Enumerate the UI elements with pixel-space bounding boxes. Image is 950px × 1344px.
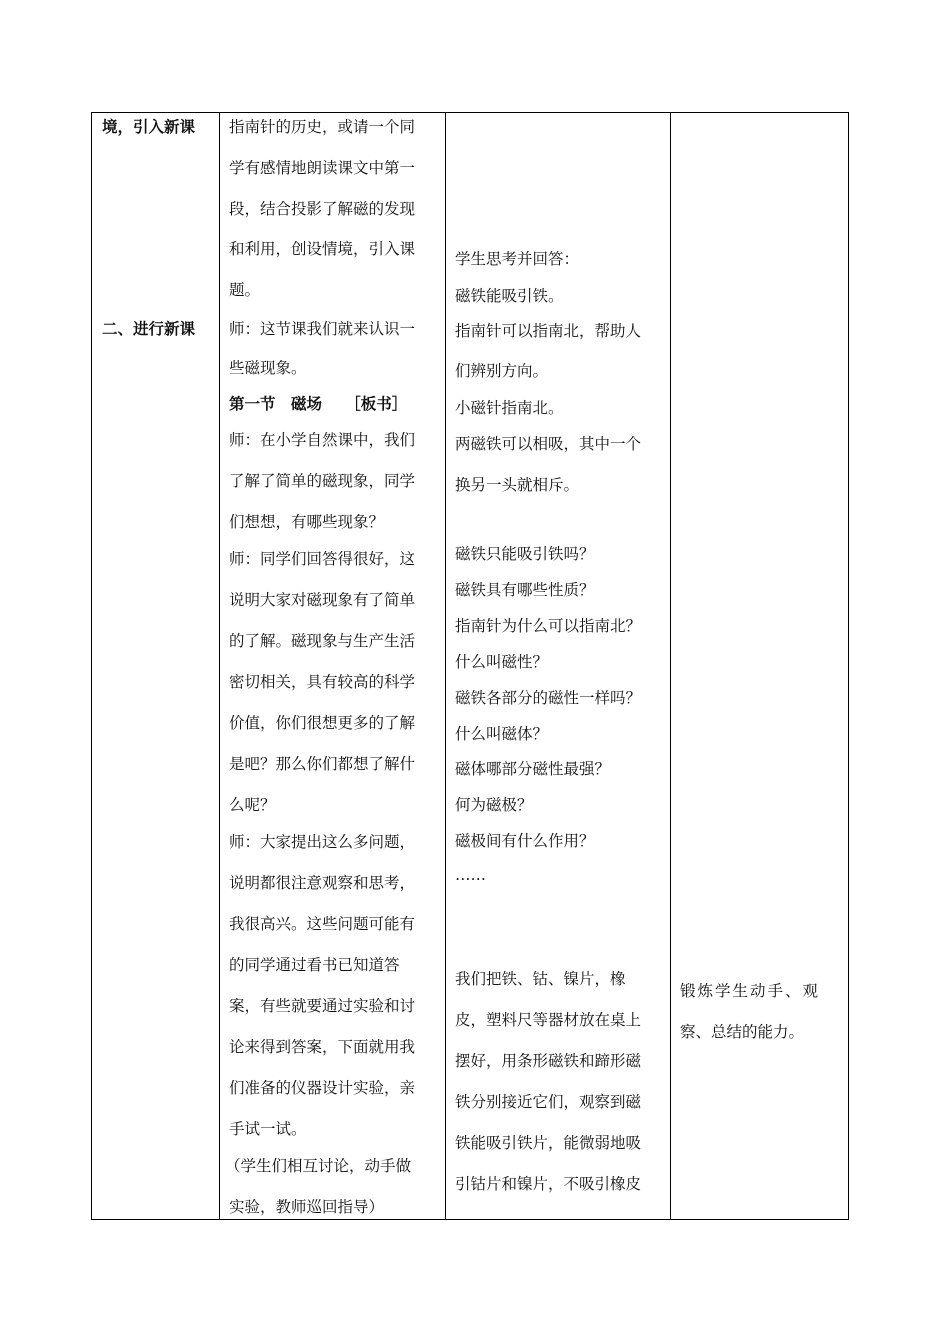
text-line: 们辨别方向。	[455, 362, 549, 380]
text-line: 题。	[229, 281, 261, 299]
text-line: 指南针的历史，或请一个同	[229, 118, 416, 136]
text-line: 的了解。磁现象与生产生活	[229, 632, 416, 650]
text-line: 么呢？	[229, 796, 276, 814]
text-line: 师：大家提出这么多问题，	[229, 833, 416, 851]
text-line: 们想想，有哪些现象？	[229, 513, 385, 531]
text-line: 我们把铁、钴、镍片，橡	[455, 970, 626, 988]
text-line: 价值，你们很想更多的了解	[229, 714, 416, 732]
question-line: 磁铁只能吸引铁吗？	[455, 545, 595, 563]
text-line: 和利用，创设情境，引入课	[229, 240, 416, 258]
text-line: 了解了简单的磁现象，同学	[229, 472, 416, 490]
text-line: 两磁铁可以相吸，其中一个	[455, 435, 642, 453]
text-line: 说明都很注意观察和思考，	[229, 874, 416, 892]
text-line: 察、总结的能力。	[680, 1023, 805, 1041]
lesson-plan-table	[91, 112, 849, 1220]
student-activity-column	[446, 113, 670, 1219]
text-line: （学生们相互讨论，动手做	[225, 1157, 412, 1175]
text-line: 的同学通过看书已知道答	[229, 956, 400, 974]
question-line: 指南针为什么可以指南北？	[455, 617, 642, 635]
text-line: 们准备的仪器设计实验，亲	[229, 1079, 416, 1097]
question-line: 什么叫磁体？	[455, 725, 549, 743]
text-line: 引钴片和镍片，不吸引橡皮	[455, 1175, 642, 1193]
text-line: 论来得到答案，下面就用我	[229, 1038, 416, 1056]
text-line: 师：在小学自然课中，我们	[229, 431, 416, 449]
text-line: 小磁针指南北。	[455, 399, 564, 417]
text-line: 换另一头就相斥。	[455, 476, 580, 494]
text-line: 案，有些就要通过实验和讨	[229, 997, 416, 1015]
ellipsis: ……	[455, 866, 486, 884]
text-line: 指南针可以指南北，帮助人	[455, 322, 642, 340]
question-line: 什么叫磁性？	[455, 653, 549, 671]
text-line: 密切相关，具有较高的科学	[229, 673, 416, 691]
question-line: 磁极间有什么作用？	[455, 832, 595, 850]
text-line: 磁铁能吸引铁。	[455, 287, 564, 305]
text-line: 实验，教师巡回指导）	[229, 1198, 385, 1216]
text-line: 手试一试。	[229, 1120, 307, 1138]
question-line: 磁铁各部分的磁性一样吗？	[455, 689, 642, 707]
question-line: 何为磁极？	[455, 796, 533, 814]
stage-label: 二、进行新课	[102, 320, 196, 338]
text-line: 师：这节课我们就来认识一	[229, 320, 416, 338]
section-heading: 第一节 磁场 ［板书］	[229, 395, 408, 413]
question-line: 磁铁具有哪些性质？	[455, 581, 595, 599]
text-line: 是吧？那么你们都想了解什	[229, 755, 416, 773]
design-intent-column	[671, 113, 848, 1219]
text-line: 铁能吸引铁片，能微弱地吸	[455, 1134, 642, 1152]
text-line: 学生思考并回答：	[455, 250, 580, 268]
text-line: 摆好，用条形磁铁和蹄形磁	[455, 1052, 642, 1070]
text-line: 皮，塑料尺等器材放在桌上	[455, 1011, 642, 1029]
text-line: 师：同学们回答得很好，这	[229, 550, 416, 568]
text-line: 段，结合投影了解磁的发现	[229, 200, 416, 218]
stage-column	[92, 113, 219, 1219]
text-line: 锻炼学生动手、观	[680, 982, 821, 1000]
text-line: 些磁现象。	[229, 359, 307, 377]
text-line: 我很高兴。这些问题可能有	[229, 915, 416, 933]
teacher-activity-column	[220, 113, 445, 1219]
text-line: 说明大家对磁现象有了简单	[229, 591, 416, 609]
text-line: 学有感情地朗读课文中第一	[229, 159, 416, 177]
stage-label: 境，引入新课	[102, 118, 196, 136]
text-line: 铁分别接近它们，观察到磁	[455, 1093, 642, 1111]
question-line: 磁体哪部分磁性最强？	[455, 760, 611, 778]
